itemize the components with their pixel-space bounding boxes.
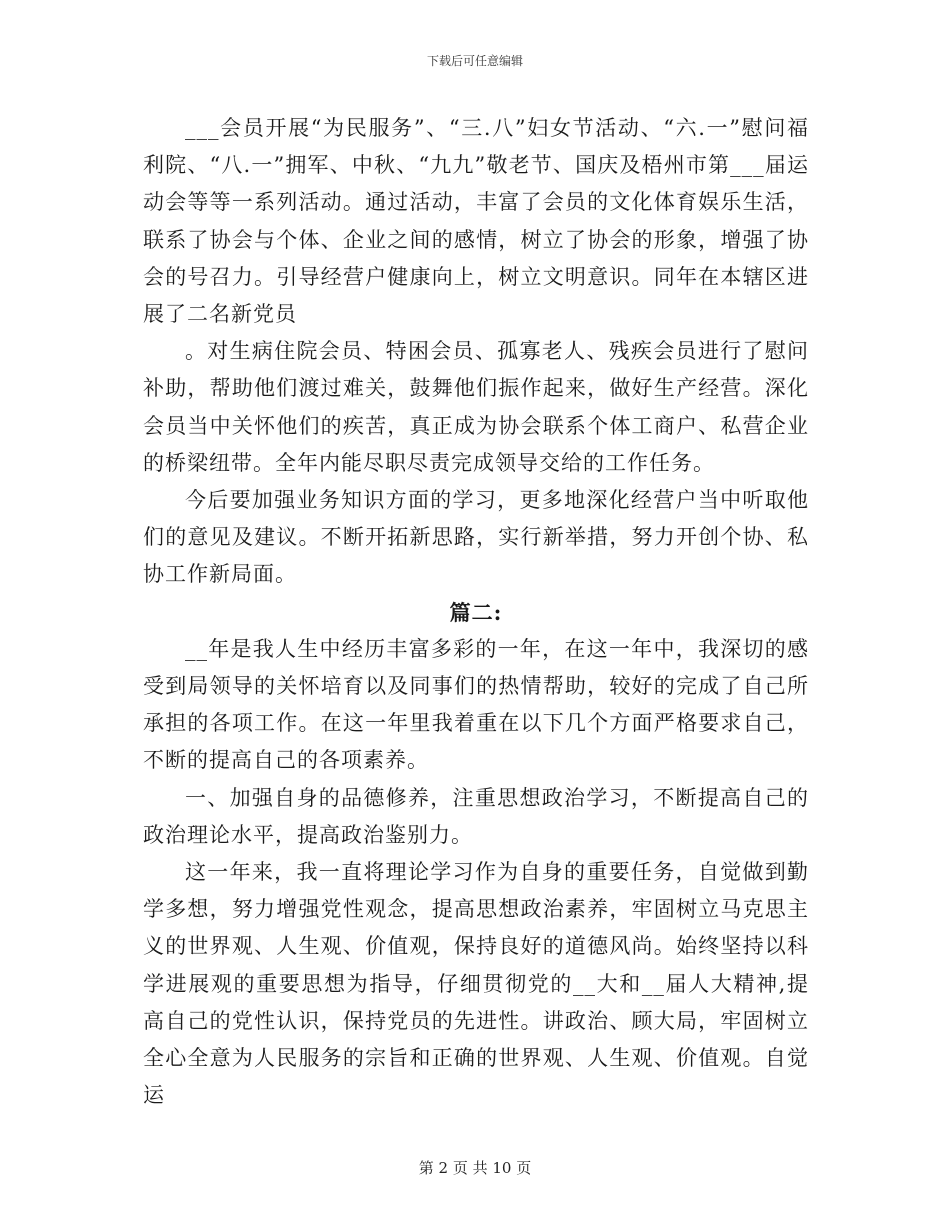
page-header-note: 下载后可任意编辑 bbox=[426, 54, 523, 68]
paragraph-point-one: 一、加强自身的品德修养，注重思想政治学习，不断提高自己的政治理论水平，提高政治鉴别力。 bbox=[143, 785, 809, 847]
paragraph-future-plans: 今后要加强业务知识方面的学习，更多地深化经营户当中听取他们的意见及建议。不断开拓新思路，实行新举措，努力开创个协、私协工作新局面。 bbox=[143, 488, 809, 587]
paragraph-year-summary: __年是我人生中经历丰富多彩的一年，在这一年中，我深切的感受到局领导的关怀培育以及同事们的热情帮助，较好的完成了自己所承担的各项工作。在这一年里我着重在以下几个方面严格要求自己，不断的提高自己的各项素养。 bbox=[143, 636, 809, 773]
paragraph-condolence: 。对生病住院会员、特困会员、孤寡老人、残疾会员进行了慰问补助，帮助他们渡过难关，鼓舞他们振作起来，做好生产经营。深化会员当中关怀他们的疾苦，真正成为协会联系个体工商户、私营企业的桥梁纽带。全年内能尽职尽责完成领导交给的工作任务。 bbox=[143, 339, 809, 475]
section-heading: 篇二: bbox=[449, 599, 503, 625]
paragraph-theory-study: 这一年来，我一直将理论学习作为自身的重要任务，自觉做到勤学多想，努力增强党性观念，提高思想政治素养，牢固树立马克思主义的世界观、人生观、价值观，保持良好的道德风尚。始终坚持以科学进展观的重要思想为指导，仔细贯彻党的__大和__届人大精神,提高自己的党性认识，保持党员的先进性。讲政治、顾大局，牢固树立全心全意为人民服务的宗旨和正确的世界观、人生观、价值观。自觉运 bbox=[143, 860, 809, 1108]
paragraph-activities: ___会员开展“为民服务”、“三.八”妇女节活动、“六.一”慰问福利院、“八.一”拥军、中秋、“九九”敬老节、国庆及梧州市第___届运动会等等一系列活动。通过活动，丰富了会员的文化体育娱乐生活，联系了协会与个体、企业之间的感情，树立了协会的形象，增强了协会的号召力。引导经营户健康向上，树立文明意识。同年在本辖区进展了二名新党员 bbox=[143, 116, 809, 327]
document-body bbox=[143, 110, 809, 1114]
page-number-footer: 第 2 页 共 10 页 bbox=[418, 1159, 532, 1177]
